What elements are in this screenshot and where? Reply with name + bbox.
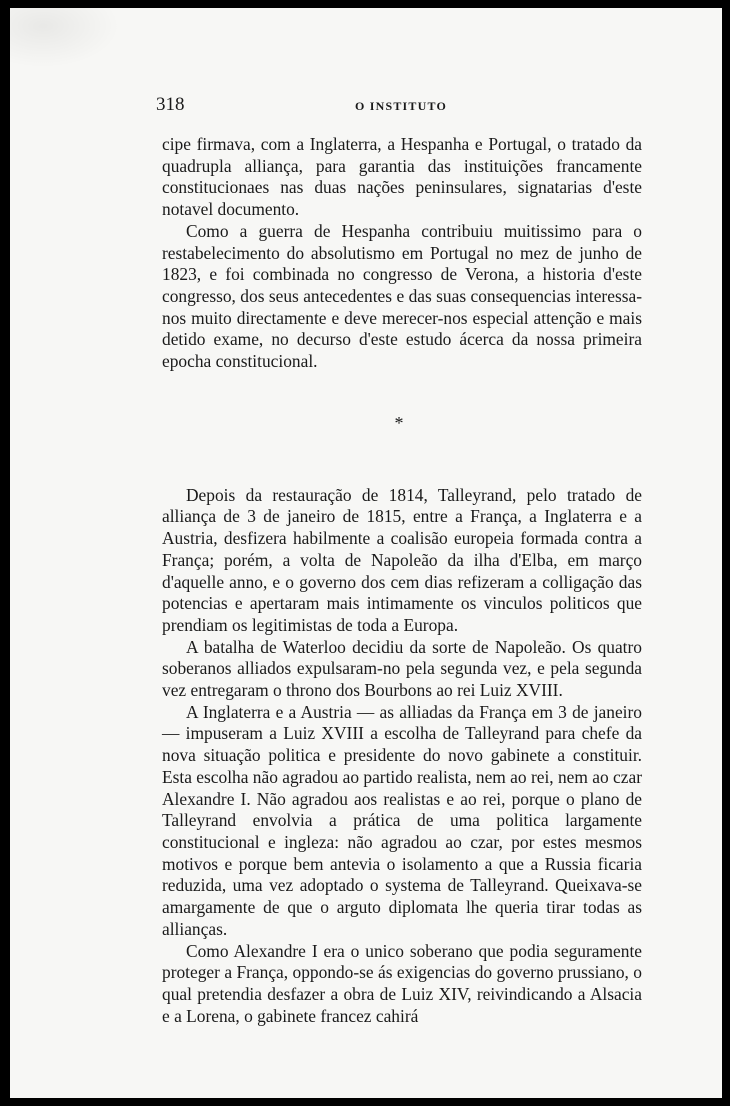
scan-smudge [10, 8, 120, 68]
page-number: 318 [156, 94, 185, 115]
page-header [156, 94, 646, 120]
body-text [162, 134, 642, 1027]
paragraph: A batalha de Waterloo decidiu da sorte de Napoleão. Os quatro soberanos alliados expulsaram-no pela segunda vez, e pela segunda vez entregaram o throno dos Bourbons ao rei Luiz XVIII. [162, 636, 642, 701]
paragraph: Depois da restauração de 1814, Talleyrand, pelo tratado de alliança de 3 de janeiro de 1815, entre a França, a Inglaterra e a Austria, desfizera habilmente a coalisão europeia formada contra a França; porém, a volta de Napoleão da ilha d'Elba, em março d'aquelle anno, e o governo dos cem dias refizeram a colligação das potencias e apertaram mais intimamente os vinculos politicos que prendiam os legitimistas de toda a Europa. [162, 484, 642, 635]
paragraph-continued: cipe firmava, com a Inglaterra, a Hespanha e Portugal, o tratado da quadrupla alliança, para garantia das instituições francamente constitucionaes nas duas nações peninsulares, signatarias d'este notavel documento. [162, 134, 642, 220]
paragraph: A Inglaterra e a Austria — as alliadas da França em 3 de janeiro — impuseram a Luiz XVIII a escolha de Talleyrand para chefe da nova situação politica e presidente do novo gabinete a constituir. Esta escolha não agradou ao partido realista, nem ao rei, nem ao czar Alexandre I. Não agradou aos realistas e ao rei, porque o plano de Talleyrand envolvia a prática de uma politica largamente constitucional e ingleza: não agradou ao czar, por estes mesmos motivos e porque bem antevia o isolamento a que a Russia ficaria reduzida, uma vez adoptado o systema de Talleyrand. Queixava-se amargamente de que o arguto diplomata lhe queria tirar todas as allianças. [162, 701, 642, 939]
section-divider-asterisk: * [394, 412, 404, 433]
paragraph: Como a guerra de Hespanha contribuiu muitissimo para o restabelecimento do absolutismo em Portugal no mez de junho de 1823, e foi combinada no congresso de Verona, a historia d'este congresso, dos seus antecedentes e das suas consequencias interessa-nos muito directamente e deve merecer-nos especial attenção e mais detido exame, no decurso d'este estudo ácerca da nossa primeira epocha constitucional. [162, 220, 642, 372]
scanned-page [10, 8, 722, 1098]
running-title: O INSTITUTO [354, 99, 447, 113]
paragraph: Como Alexandre I era o unico soberano que podia seguramente proteger a França, oppondo-se ás exigencias do governo prussiano, o qual pretendia desfazer a obra de Luiz XIV, reivindicando a Alsacia e a Lorena, o gabinete francez cahirá [162, 940, 642, 1026]
